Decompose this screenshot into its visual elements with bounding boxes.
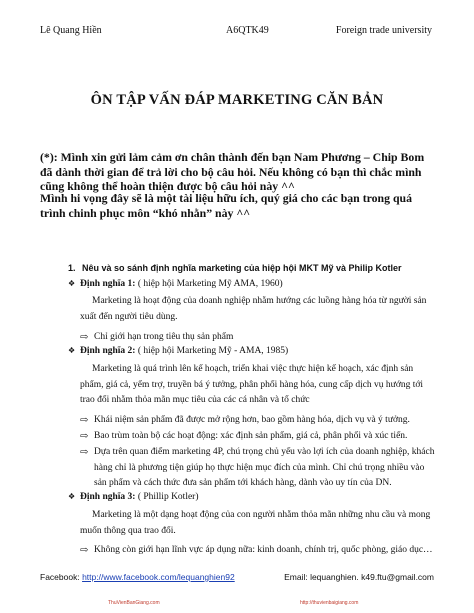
definition-2-note-3 xyxy=(80,445,438,492)
arrow-right-icon: ⇨ xyxy=(80,431,89,442)
header-author: Lê Quang Hiền xyxy=(40,25,102,36)
arrow-right-icon: ⇨ xyxy=(80,332,89,343)
arrow-right-icon: ⇨ xyxy=(80,415,89,426)
page-header xyxy=(40,25,434,39)
definition-1-paragraph: Marketing là hoạt động của doanh nghiệp nhằm hướng các luồng hàng hóa từ người sản xuất đến người tiêu dùng. xyxy=(80,296,427,322)
section-text: Nêu và so sánh định nghĩa marketing của hiệp hội MKT Mỹ và Philip Kotler xyxy=(82,263,402,273)
definition-3-paragraph: Marketing là một dạng hoạt động của con người nhằm thỏa mãn những nhu cầu và mong muốn thông qua trao đổi. xyxy=(80,510,431,536)
facebook-label: Facebook: xyxy=(40,572,83,582)
arrow-right-icon: ⇨ xyxy=(80,545,89,556)
document-title: ÔN TẬP VẤN ĐÁP MARKETING CĂN BẢN xyxy=(90,92,384,108)
facebook-link[interactable]: http://www.facebook.com/lequanghien92 xyxy=(82,572,235,582)
note-text: Chỉ giới hạn trong tiêu thụ sản phẩm xyxy=(94,332,234,342)
definition-label: Định nghĩa 1: xyxy=(80,279,136,289)
watermark-left: ThuVienBanGiang.com xyxy=(108,600,160,606)
intro-thanks: (*): Mình xin gửi lảm cảm ơn chân thành đến bạn Nam Phương – Chip Bom đã dành thời gian để trả lời cho bộ câu hỏi. Nếu không có bạn thì chắc mình cũng không thể hoàn thiện được bộ câu hỏi này ^^ xyxy=(40,150,425,193)
intro-hope: Mình hi vọng đây sẽ là một tài liệu hữu ích, quý giá cho các bạn trong quá trình chinh phục môn “khó nhằn” này ^^ xyxy=(40,191,412,220)
definition-label: Định nghĩa 3: xyxy=(80,492,136,502)
header-class-code: A6QTK49 xyxy=(226,25,269,36)
definition-source: ( hiệp hội Marketing Mỹ AMA, 1960) xyxy=(135,279,283,289)
bullet-icon: ❖ xyxy=(68,492,76,501)
footer-email: Email: lequanghien. k49.ftu@gmail.com xyxy=(284,572,434,582)
watermark-right: http://thuvienbaigiang.com xyxy=(300,600,359,606)
definition-source: ( hiệp hội Marketing Mỹ - AMA, 1985) xyxy=(135,346,289,356)
definition-label: Định nghĩa 2: xyxy=(80,346,136,356)
note-text: Khái niệm sản phẩm đã được mở rộng hơn, bao gồm hàng hóa, dịch vụ và ý tưởng. xyxy=(94,415,410,425)
note-text: Dựa trên quan điểm marketing 4P, chú trọng chủ yếu vào lợi ích của doanh nghiệp, khách hàng chỉ là phương tiện giúp họ thực hiện mục đích của mình. Chỉ chú trọng nhiều vào sản phẩm và cách thức đưa sản phẩm tới khách hàng, dành vào uy tín của DN. xyxy=(94,447,435,488)
section-heading xyxy=(68,263,438,273)
definition-1-note-1 xyxy=(80,330,438,346)
note-text: Bao trùm toàn bộ các hoạt động: xác định sản phẩm, giá cả, phân phối và xúc tiến. xyxy=(94,431,408,441)
footer-facebook xyxy=(40,572,235,582)
section-number: 1. xyxy=(68,263,76,273)
definition-1-heading xyxy=(68,279,283,289)
definition-source: ( Phillip Kotler) xyxy=(135,492,199,502)
bullet-icon: ❖ xyxy=(68,279,76,288)
arrow-right-icon: ⇨ xyxy=(80,447,89,458)
definition-2-note-1 xyxy=(80,413,438,429)
definition-3-note-1 xyxy=(80,543,438,559)
page-footer xyxy=(40,572,434,586)
definition-3-heading xyxy=(68,492,199,502)
definition-2-note-2 xyxy=(80,429,438,445)
bullet-icon: ❖ xyxy=(68,346,76,355)
note-text: Không còn giới hạn lĩnh vực áp dụng nữa: kinh doanh, chính trị, quốc phòng, giáo dục… xyxy=(94,545,433,555)
header-university: Foreign trade university xyxy=(335,25,432,36)
definition-2-paragraph: Marketing là quá trình lên kế hoạch, triển khai việc thực hiện kế hoạch, xác định sản phẩm, giá cả, yểm trợ, truyền bá ý tưởng, phân phối hàng hóa, cung cấp dịch vụ hướng tới trao đổi nhằm thỏa mãn mục tiêu của các cá nhân và tổ chức xyxy=(80,364,424,405)
definition-2-heading xyxy=(68,346,288,356)
